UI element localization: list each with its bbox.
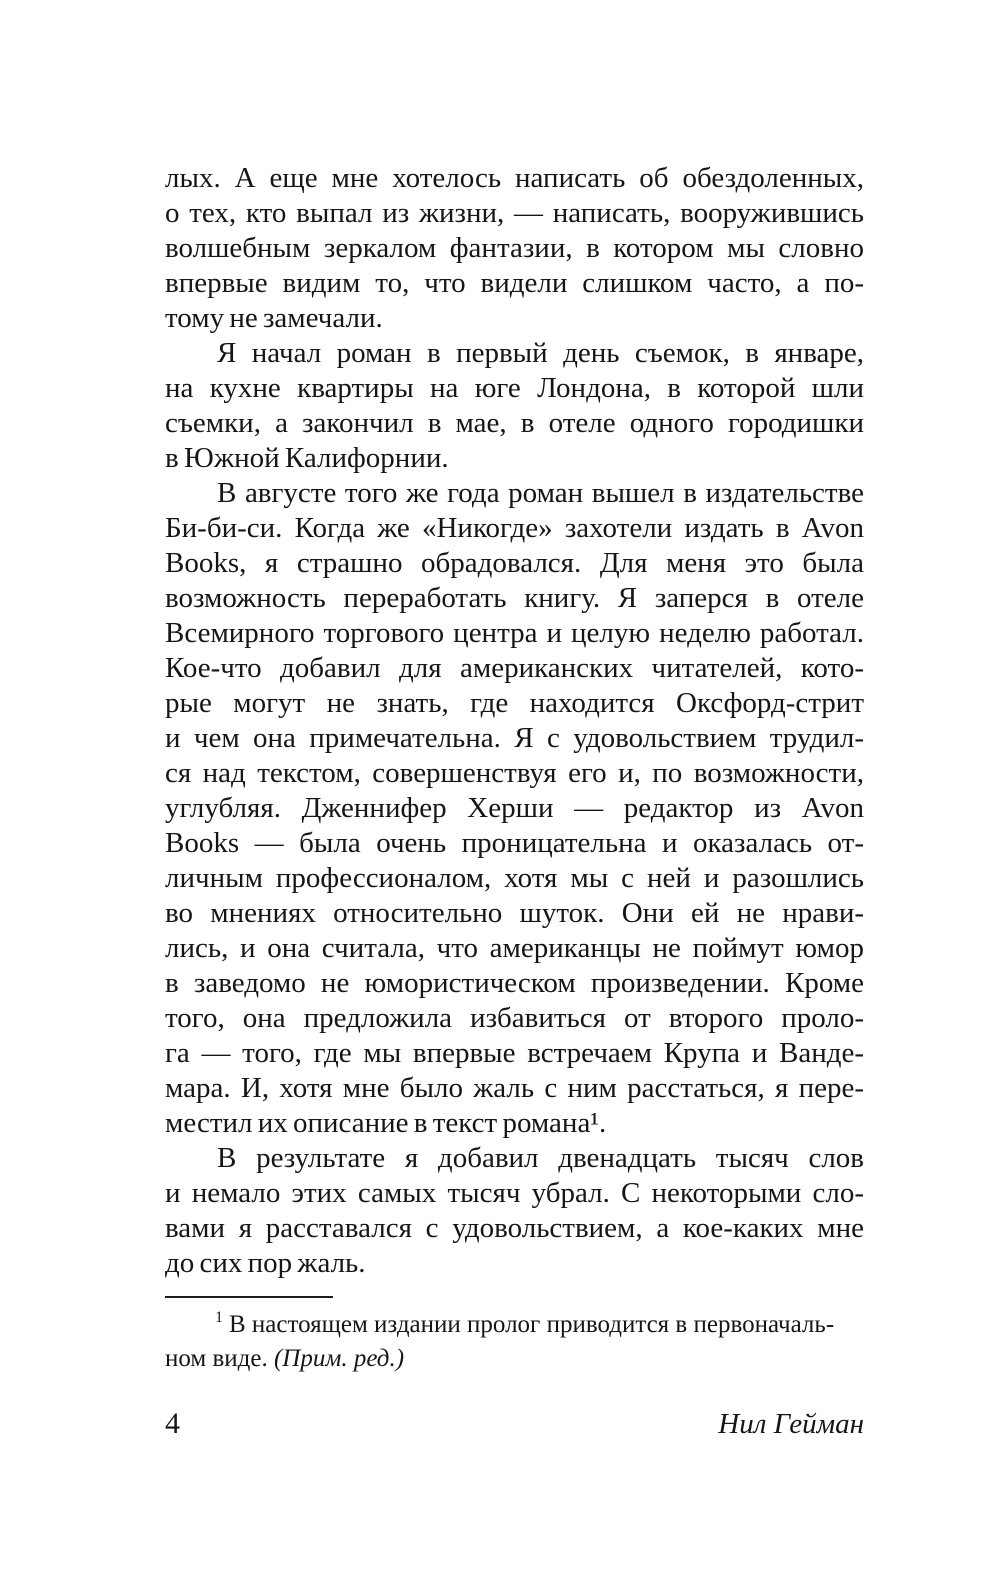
paragraph [165,336,864,476]
text-line: углубляя. Дженнифер Херши — редактор из Avon [165,792,864,824]
text-line: до сих пор жаль. [165,1247,366,1279]
text-line: съемки, а закончил в мае, в отеле одного городишки [165,407,864,439]
footnote-line-1 [165,1309,864,1343]
footnote-editor-note: (Прим. ред.) [273,1345,405,1372]
text-line: мара. И, хотя мне было жаль с ним расстаться, я пере- [165,1072,864,1104]
text-line: ся над текстом, совершенствуя его и, по возможности, [165,757,864,789]
paragraph [165,1141,864,1281]
text-line: В результате я добавил двенадцать тысяч слов [217,1142,864,1174]
page-footer [165,1406,864,1442]
paragraph [165,476,864,1141]
text-line: возможность переработать книгу. Я заперся в отеле [165,582,864,614]
text-line: на кухне квартиры на юге Лондона, в которой шли [165,372,864,404]
footnote-text: ном виде. [165,1345,274,1372]
text-line: и немало этих самых тысяч убрал. С некоторыми сло- [165,1177,864,1209]
footnote-line-2 [165,1343,864,1374]
text-line: того, она предложила избавиться от второго проло- [165,1002,864,1034]
text-line: В августе того же года роман вышел в издательстве [217,477,864,509]
text-line: личным профессионалом, хотя мы с ней и разошлись [165,862,864,894]
footnote [165,1296,864,1374]
text-line: Books, я страшно обрадовался. Для меня это была [165,547,864,579]
text-line: и чем она примечательна. Я с удовольствием трудил- [165,722,864,754]
text-line: во мнениях относительно шуток. Они ей не нрави- [165,897,864,929]
text-line: Я начал роман в первый день съемок, в январе, [217,337,864,369]
footnote-text: В настоящем издании пролог приводится в первоначаль- [229,1311,835,1338]
text-line: впервые видим то, что видели слишком часто, а по- [165,267,864,299]
text-line: Books — была очень проницательна и оказалась от- [165,827,864,859]
text-line: в заведомо не юмористическом произведении. Кроме [165,967,864,999]
footnote-marker: 1 [215,1309,223,1326]
text-line: га — того, где мы впервые встречаем Крупа и Ванде- [165,1037,864,1069]
paragraph [165,161,864,336]
text-line: Би-би-си. Когда же «Никогде» захотели издать в Avon [165,512,864,544]
text-line: вами я расставался с удовольствием, а кое-каких мне [165,1212,864,1244]
text-line: Всемирного торгового центра и целую неделю работал. [165,617,864,649]
text-line: в Южной Калифорнии. [165,442,449,474]
text-line: лых. А еще мне хотелось написать об обездоленных, [165,162,864,194]
text-line: лись, и она считала, что американцы не поймут юмор [165,932,864,964]
author-running-title: Нил Гейман [718,1408,864,1440]
text-line: тому не замечали. [165,302,383,334]
page-number: 4 [165,1407,180,1440]
text-line: о тех, кто выпал из жизни, — написать, вооружившись [165,197,864,229]
text-line: волшебным зеркалом фантазии, в котором мы словно [165,232,864,264]
text-line: Кое-что добавил для американских читателей, кото- [165,652,864,684]
text-block [165,161,864,1281]
footnote-rule [165,1296,333,1298]
text-line: местил их описание в текст романа¹. [165,1107,607,1139]
text-line: рые могут не знать, где находится Оксфорд-стрит [165,687,864,719]
